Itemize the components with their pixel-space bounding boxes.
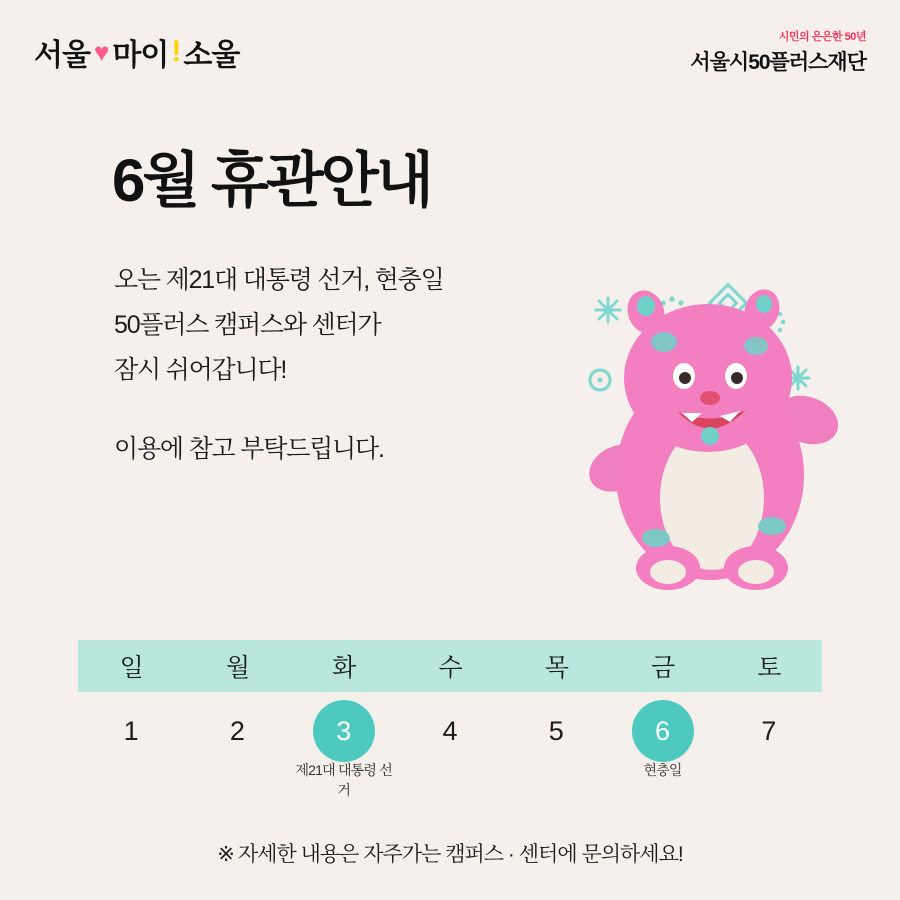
notice-paragraph <box>114 258 574 472</box>
day-number: 7 <box>761 716 777 746</box>
weekday-sat: 토 <box>757 654 781 682</box>
day-note <box>397 760 503 800</box>
day-number-highlighted: 6 <box>632 700 694 762</box>
mascot-illustration <box>560 250 860 610</box>
footer-note <box>0 838 900 868</box>
notice-line-1: 오는 제21대 대통령 선거, 현충일 <box>114 266 444 294</box>
asterisk-icon: ※ <box>217 843 234 866</box>
weekday-wed: 수 <box>438 654 462 682</box>
day-number: 2 <box>229 716 245 746</box>
calendar-weekday-header <box>78 640 822 692</box>
day-number: 4 <box>442 716 458 746</box>
page-title: 6월 휴관안내 <box>112 147 431 214</box>
page-header <box>0 0 900 100</box>
logo-seoul-my-soul[interactable] <box>34 30 239 74</box>
notice-line-3: 잠시 쉬어갑니다! <box>114 356 287 384</box>
logo-foundation[interactable] <box>690 28 866 76</box>
day-number-highlighted: 3 <box>313 700 375 762</box>
logo-text-seoul: 서울 <box>34 39 90 72</box>
calendar <box>78 640 822 800</box>
weekday-tue: 화 <box>332 654 356 682</box>
weekday-mon: 월 <box>225 654 249 682</box>
foundation-name: 서울시50플러스재단 <box>690 51 866 74</box>
logo-text-my: 마이 <box>112 39 169 72</box>
calendar-notes-row <box>78 760 822 800</box>
day-note <box>503 760 609 800</box>
day-note: 현충일 <box>643 762 682 778</box>
day-number: 5 <box>548 716 564 746</box>
day-note <box>716 760 822 800</box>
day-number: 1 <box>123 716 139 746</box>
paragraph-spacer <box>114 393 574 427</box>
logo-text-soul: 소울 <box>183 39 240 72</box>
foundation-tagline: 시민의 은은한 50년 <box>778 31 866 43</box>
heart-icon: ♥ <box>93 36 109 67</box>
weekday-fri: 금 <box>650 654 675 682</box>
notice-line-4: 이용에 참고 부탁드립니다. <box>114 435 384 463</box>
weekday-thu: 목 <box>544 654 568 682</box>
footer-note-text: 자세한 내용은 자주가는 캠퍼스 · 센터에 문의하세요! <box>237 843 683 866</box>
day-note: 제21대 대통령 선거 <box>295 762 392 798</box>
day-note <box>78 760 184 800</box>
day-note <box>184 760 290 800</box>
weekday-sun: 일 <box>119 654 143 682</box>
notice-line-2: 50플러스 캠퍼스와 센터가 <box>114 311 381 339</box>
exclamation-icon: ! <box>171 35 181 68</box>
